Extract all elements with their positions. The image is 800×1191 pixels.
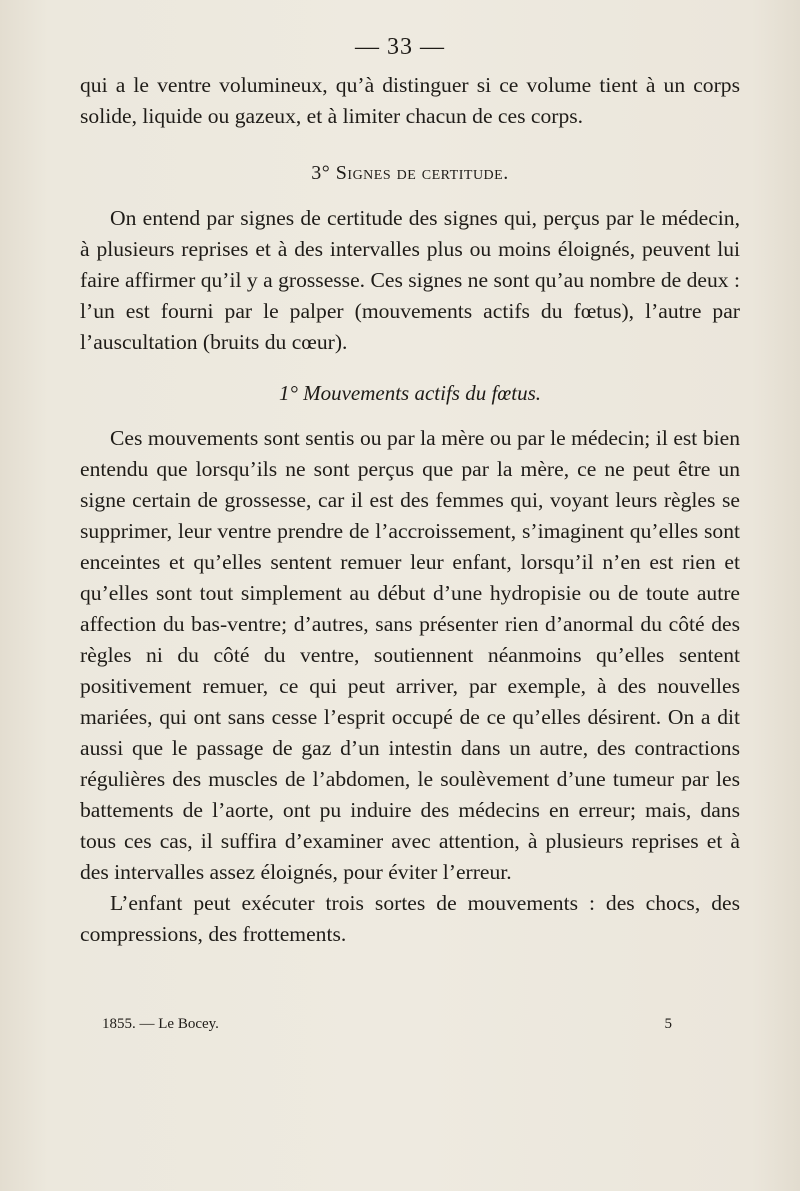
paragraph-certitude: On entend par signes de certitude des signes qui, perçus par le médecin, à plusieurs reprises et à des intervalles plus ou moins éloignés, peuvent lui faire affirmer qu’il y a grossesse. Ces signes ne sont qu’au nombre de deux : l’un est fourni par le palper (mouvements actifs du fœtus), l’autre par l’auscultation (bruits du cœur). bbox=[80, 206, 740, 354]
page-body bbox=[80, 70, 740, 950]
paragraph-enfant: L’enfant peut exécuter trois sortes de mouvements : des chocs, des compressions, des frottements. bbox=[80, 891, 740, 946]
footer-signature-mark: 5 bbox=[664, 1016, 672, 1032]
paragraph-mouvements: Ces mouvements sont sentis ou par la mère ou par le médecin; il est bien entendu que lorsqu’ils ne sont perçus que par la mère, ce ne peut être un signe certain de grossesse, car il est des femmes qui, voyant leurs règles se supprimer, leur ventre prendre de l’accroissement, s’imaginent qu’elles sont enceintes et qu’elles sentent remuer leur enfant, lorsqu’il n’en est rien et qu’elles sont tout simplement au début d’une hydropisie ou de toute autre affection du bas-ventre; d’autres, sans présenter rien d’anormal du côté des règles ni du côté du ventre, soutiennent néanmoins qu’elles sentent positivement remuer, ce qui peut arriver, par exemple, à des nouvelles mariées, qui ont sans cesse l’esprit occupé de ce qu’elles désirent. On a dit aussi que le passage de gaz d’un intestin dans un autre, des contractions régulières des muscles de l’abdomen, le soulèvement d’une tumeur par les battements de l’aorte, ont pu induire des médecins en erreur; mais, dans tous ces cas, il suffira d’examiner avec attention, à plusieurs reprises et à des intervalles assez éloignés, pour éviter l’erreur. bbox=[80, 426, 740, 884]
footer-signature: 1855. — Le Bocey. bbox=[102, 1016, 219, 1032]
paragraph-intro: qui a le ventre volumineux, qu’à distinguer si ce volume tient à un corps solide, liquide ou gazeux, et à limiter chacun de ces corps. bbox=[80, 73, 740, 128]
page-number: — 33 — bbox=[355, 34, 445, 60]
sub-heading: 1° Mouvements actifs du fœtus. bbox=[278, 381, 542, 405]
page-footer bbox=[102, 1016, 672, 1033]
section-heading: 3° Signes de certitude. bbox=[311, 162, 509, 184]
